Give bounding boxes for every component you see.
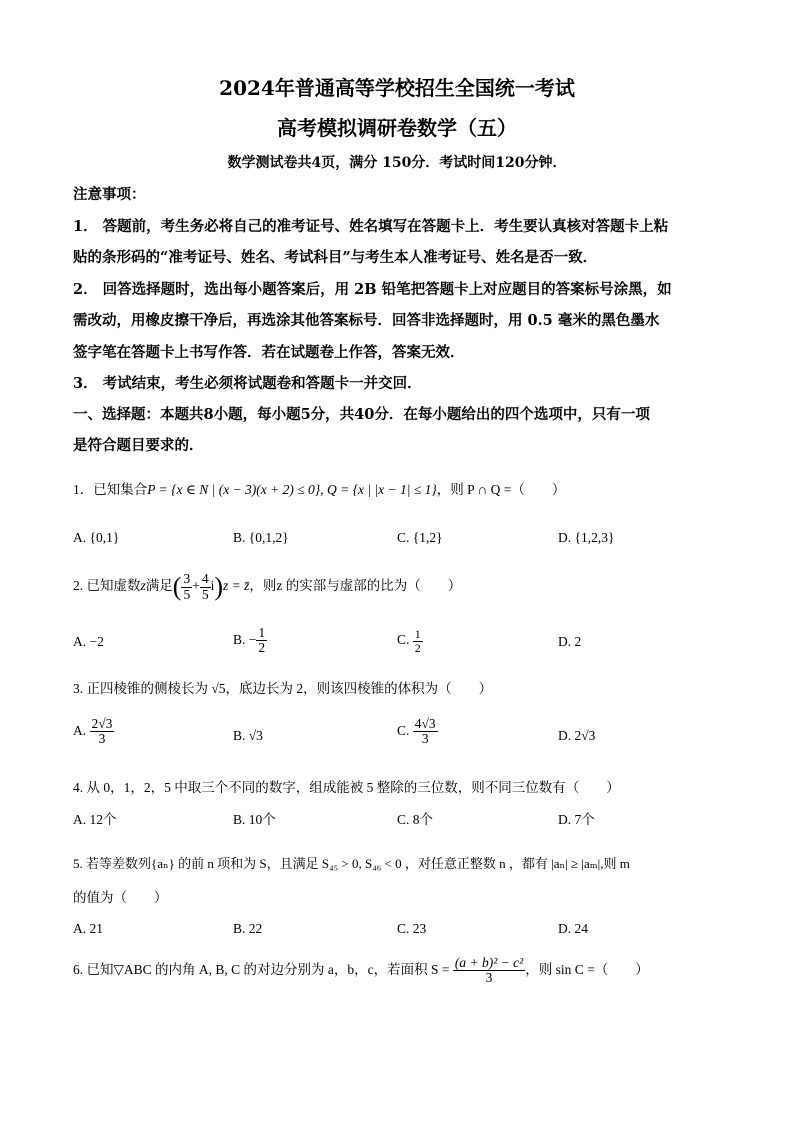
exam-title-line1: 2024年普通高等学校招生全国统一考试 — [219, 76, 575, 100]
q6-prefix: 6. 已知▽ABC 的内角 A, B, C 的对边分别为 a，b，c，若面积 S = — [73, 961, 450, 977]
question-1 — [73, 478, 565, 498]
q4-option-c: C. 8个 — [397, 812, 434, 827]
note-2-line2: 需改动，用橡皮擦干净后，再选涂其他答案标号．回答非选择题时，用 0.5 毫米的黑色墨水 — [73, 312, 660, 329]
q2-option-b: B. − $\frac{1}{2}$ — [233, 625, 266, 656]
notes-heading: 注意事项： — [73, 186, 146, 203]
note-1-line1: 1． 答题前，考生务必将自己的准考证号、姓名填写在答题卡上．考生要认真核对答题卡上粘 — [73, 218, 669, 235]
q3-option-b: B. √3 — [233, 728, 263, 743]
q2-satisfy: 满足 — [145, 578, 173, 594]
q2-suffix: ，则z 的实部与虚部的比为（ ） — [249, 578, 462, 594]
q1-option-d: D. {1,2,3} — [558, 530, 615, 545]
q1-suffix: ，则 P ∩ Q =（ ） — [436, 482, 566, 497]
q1-option-a: A. {0,1} — [73, 530, 120, 545]
q5-option-b: B. 22 — [233, 921, 263, 936]
question-3: 3. 正四棱锥的侧棱长为 √5，底边长为 2，则该四棱锥的体积为（ ） — [73, 681, 493, 696]
q4-option-a: A. 12个 — [73, 812, 117, 827]
note-1-line2: 贴的条形码的“准考证号、姓名、考试科目”与考生本人准考证号、姓名是否一致． — [73, 249, 598, 266]
q2-frac-1: $\frac{3}{5}$ — [183, 571, 191, 602]
q6-area-fraction: $\frac{\text{(a + b)² − c²}}{3}$ — [454, 955, 524, 986]
section1-line1: 一、选择题：本题共8小题，每小题5分，共40分．在每小题给出的四个选项中，只有一项 — [73, 406, 650, 423]
q6-suffix: ，则 sin C =（ ） — [525, 961, 649, 977]
q2-option-a: A. −2 — [73, 634, 104, 649]
q1-option-c: C. {1,2} — [397, 530, 443, 545]
exam-title-line2: 高考模拟调研卷数学（五） — [277, 116, 517, 140]
q3-option-c: C. $\frac{4√3}{3}$ — [397, 716, 436, 747]
section1-line2: 是符合题目要求的． — [73, 437, 204, 454]
q4-option-d: D. 7个 — [558, 812, 595, 827]
question-6 — [73, 956, 649, 985]
question-4: 4. 从 0，1，2，5 中取三个不同的数字，组成能被 5 整除的三位数，则不同三位数有（ ） — [73, 780, 620, 795]
q1-option-b: B. {0,1,2} — [233, 530, 289, 545]
q1-sets: P = {x ∈ N | (x − 3)(x + 2) ≤ 0}, Q = {x | |x − 1| ≤ 1} — [147, 482, 437, 497]
note-2-line3: 签字笔在答题卡上书写作答．若在试题卷上作答，答案无效． — [73, 344, 465, 361]
question-5-line1: 5. 若等差数列{aₙ} 的前 n 项和为 S，且满足 S₄₅ > 0, S₄₆ < 0 ，对任意正整数 n ，都有 |aₙ| ≥ |aₘ|,则 m — [73, 856, 630, 871]
q2-z: z — [140, 578, 146, 594]
q2-option-c: C. $\frac{1}{2}$ — [397, 627, 421, 655]
q1-prefix: 1．已知集合 — [73, 482, 148, 497]
q2-frac-2: $\frac{4}{5}$ — [201, 571, 209, 602]
q2-equation: z = z̄ — [223, 578, 250, 594]
note-2-line1: 2． 回答选择题时，选出每小题答案后，用 2B 铅笔把答题卡上对应题目的答案标号涂黑，如 — [73, 281, 672, 298]
q2-option-d: D. 2 — [558, 634, 582, 649]
exam-info: 数学测试卷共4页，满分 150分．考试时间120分钟． — [227, 155, 567, 171]
q3-option-a: A. $\frac{2√3}{3}$ — [73, 716, 113, 747]
q5-option-a: A. 21 — [73, 921, 103, 936]
q5-option-d: D. 24 — [558, 921, 588, 936]
question-5-line2: 的值为（ ） — [73, 890, 168, 905]
question-2: 2. 已知虚数z满足( $\frac{3}{5}$ + $\frac{4}{5}$ i)z = z̄，则z 的实部与虚部的比为（ ） — [73, 571, 462, 602]
q4-option-b: B. 10个 — [233, 812, 276, 827]
note-3: 3． 考试结束，考生必须将试题卷和答题卡一并交回． — [73, 375, 422, 392]
q2-prefix: 2. 已知虚数 — [73, 578, 141, 594]
q5-option-c: C. 23 — [397, 921, 427, 936]
q3-option-d: D. 2√3 — [558, 728, 596, 743]
